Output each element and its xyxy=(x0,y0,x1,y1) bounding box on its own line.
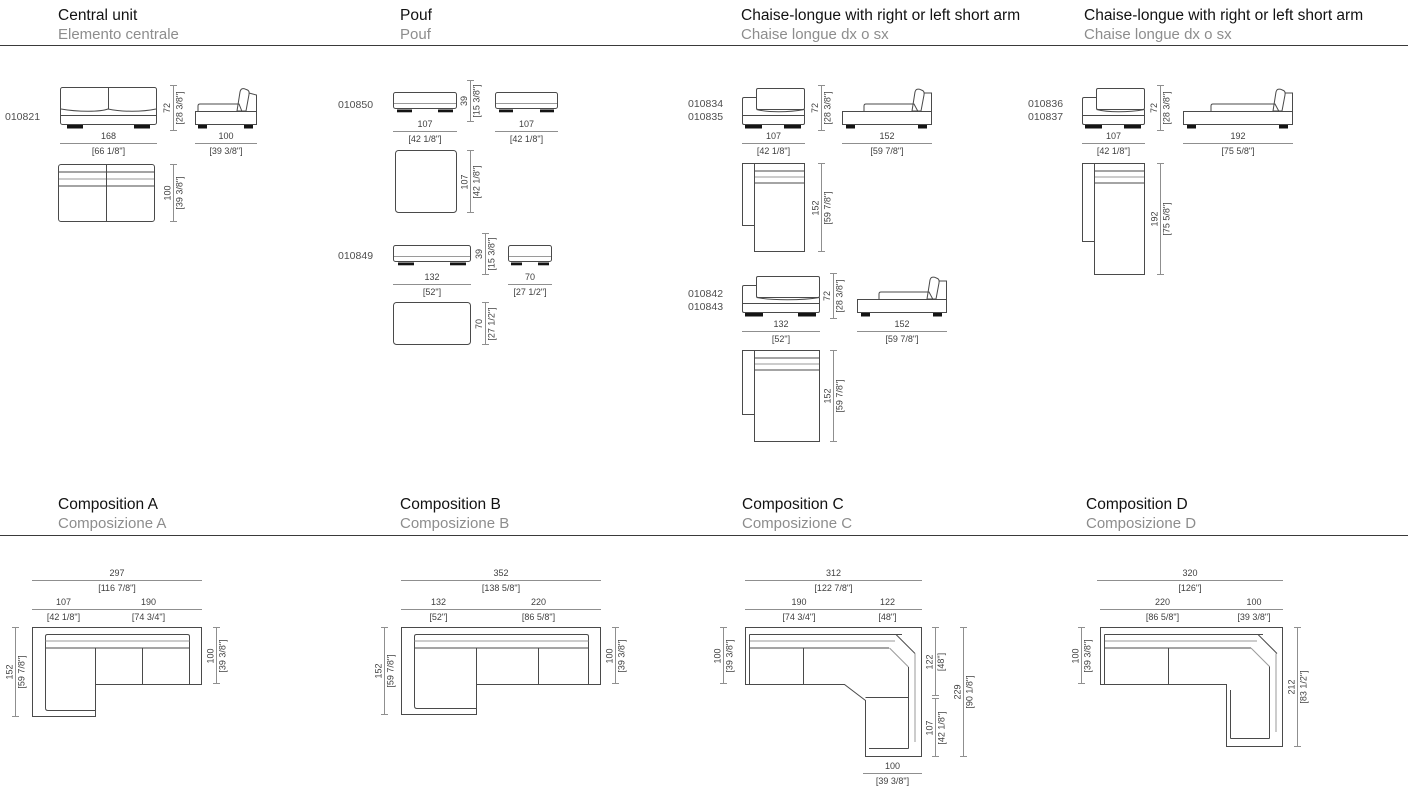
composition-a-header xyxy=(58,495,166,533)
dim-line xyxy=(508,284,552,285)
dim-inch: [39 3/8"] xyxy=(1237,612,1271,622)
chaise-b-top-view-drawing xyxy=(742,350,820,442)
header-subtitle: Composizione A xyxy=(58,515,167,532)
dim-line xyxy=(1183,143,1293,144)
product-code-010849 xyxy=(338,250,373,263)
dim-inch: [39 3/8"] xyxy=(1082,638,1093,673)
dim-cm: 107 xyxy=(1105,131,1122,141)
header-title: Composition C xyxy=(742,496,844,513)
chaise-b-front-width-dim xyxy=(742,320,820,344)
chaise-c-front-view-drawing xyxy=(1082,87,1145,131)
dim-inch: [28 3/8"] xyxy=(1161,91,1172,125)
comp-a-seg2-dim xyxy=(95,598,202,622)
comp-c-seg1-dim xyxy=(745,598,853,622)
dim-line xyxy=(32,609,95,610)
dim-cm: 192 xyxy=(1149,211,1160,227)
pouf-small-depth-dim xyxy=(474,302,497,345)
pouf-small-front-view-drawing xyxy=(393,245,471,271)
dim-inch: [39 3/8"] xyxy=(875,776,910,786)
header-subtitle: Pouf xyxy=(400,26,431,43)
dim-cm: 70 xyxy=(474,318,485,329)
dim-inch: [39 3/8"] xyxy=(616,638,627,673)
comp-a-right-depth-dim xyxy=(205,627,228,684)
chaise-a-side-view-drawing xyxy=(842,87,932,131)
composition-b-plan-drawing xyxy=(401,627,601,715)
code-line: 010843 xyxy=(688,300,724,313)
dim-inch: [39 3/8"] xyxy=(174,176,185,210)
comp-d-left-depth-dim xyxy=(1070,627,1093,684)
dim-inch: [28 3/8"] xyxy=(174,91,185,125)
dim-cm: 220 xyxy=(1154,597,1171,607)
dim-inch: [42 1/8"] xyxy=(1096,146,1131,156)
dim-line xyxy=(745,609,853,610)
dim-inch: [90 1/8"] xyxy=(964,675,975,709)
header-subtitle: Chaise longue dx o sx xyxy=(741,26,889,43)
dim-cm: 152 xyxy=(894,319,910,329)
dim-cm: 229 xyxy=(952,684,963,700)
dim-cm: 72 xyxy=(1149,102,1160,114)
pouf-small-front-width-dim xyxy=(393,273,471,297)
dim-cm: 107 xyxy=(55,597,72,607)
dim-inch: [42 1/8"] xyxy=(46,612,81,622)
dim-cm: 100 xyxy=(205,647,216,664)
dim-cm: 100 xyxy=(604,647,615,664)
comp-c-seg2-dim xyxy=(853,598,922,622)
header-subtitle: Elemento centrale xyxy=(58,26,179,43)
dim-inch: [48"] xyxy=(878,612,897,622)
dim-inch: [42 1/8"] xyxy=(756,146,791,156)
chaise-c-front-width-dim xyxy=(1082,132,1145,156)
dim-inch: [126"] xyxy=(1178,583,1202,593)
header-title: Composition A xyxy=(58,496,158,513)
composition-b-header xyxy=(400,495,509,533)
product-code-010821 xyxy=(5,111,40,124)
pouf-large-front-width-dim xyxy=(393,120,457,144)
code-line: 010821 xyxy=(5,111,41,123)
chaise-c-depth-dim xyxy=(1149,163,1172,275)
code-line: 010835 xyxy=(688,110,724,123)
dim-cm: 297 xyxy=(109,568,125,578)
dim-inch: [74 3/4"] xyxy=(782,612,816,622)
dim-line xyxy=(742,331,820,332)
header-subtitle: Composizione C xyxy=(742,515,853,532)
comp-c-right-seg1-dim xyxy=(924,627,947,696)
dim-cm: 132 xyxy=(430,597,447,607)
dim-line xyxy=(1100,609,1225,610)
central-side-width-dim xyxy=(195,132,257,156)
column-header-pouf xyxy=(400,6,432,44)
comp-d-total-width-dim xyxy=(1097,569,1283,593)
column-header-chaise-1 xyxy=(741,6,1020,44)
dim-cm: 100 xyxy=(1246,597,1262,607)
chaise-c-side-view-drawing xyxy=(1183,87,1293,131)
dim-line xyxy=(393,284,471,285)
header-title: Central unit xyxy=(58,7,138,24)
dim-line xyxy=(393,131,457,132)
comp-b-seg2-dim xyxy=(476,598,601,622)
dim-line xyxy=(842,143,932,144)
pouf-large-depth-dim xyxy=(459,150,482,213)
dim-cm: 152 xyxy=(373,663,384,679)
dim-inch: [116 7/8"] xyxy=(98,583,136,593)
comp-b-seg1-dim xyxy=(401,598,476,622)
code-line: 010842 xyxy=(688,288,724,300)
central-unit-front-view-drawing xyxy=(60,87,157,131)
pouf-small-side-width-dim xyxy=(508,273,552,297)
header-subtitle: Composizione B xyxy=(400,515,510,532)
dim-inch: [59 7/8"] xyxy=(834,379,845,413)
comp-a-left-depth-dim xyxy=(4,627,27,717)
dim-cm: 220 xyxy=(530,597,547,607)
code-line: 010836 xyxy=(1028,98,1064,110)
dim-cm: 100 xyxy=(712,647,723,664)
composition-d-header xyxy=(1086,495,1196,533)
pouf-small-side-view-drawing xyxy=(508,245,552,271)
dim-inch: [52"] xyxy=(771,334,791,344)
comp-c-total-width-dim xyxy=(745,569,922,593)
dim-cm: 352 xyxy=(493,568,509,578)
dim-cm: 72 xyxy=(810,102,821,114)
chaise-a-front-width-dim xyxy=(742,132,805,156)
composition-c-plan-drawing xyxy=(745,627,922,757)
dim-inch: [75 5/8"] xyxy=(1221,146,1255,156)
chaise-b-side-view-drawing xyxy=(857,275,947,319)
comp-a-seg1-dim xyxy=(32,598,95,622)
header-title: Composition B xyxy=(400,496,501,513)
dim-line xyxy=(32,580,202,581)
dim-cm: 107 xyxy=(459,173,470,190)
dim-inch: [75 5/8"] xyxy=(1161,202,1172,236)
comp-b-right-depth-dim xyxy=(604,627,627,684)
dim-cm: 107 xyxy=(417,119,433,129)
header-title: Chaise-longue with right or left short arm xyxy=(1084,7,1364,24)
dim-cm: 72 xyxy=(822,290,833,302)
dim-inch: [138 5/8"] xyxy=(481,583,521,593)
comp-b-left-depth-dim xyxy=(373,627,396,715)
dim-line xyxy=(495,131,558,132)
product-code-010850 xyxy=(338,99,373,112)
dim-cm: 152 xyxy=(822,388,833,404)
dim-cm: 192 xyxy=(1230,131,1246,141)
composition-a-plan-drawing xyxy=(32,627,202,717)
chaise-c-top-view-drawing xyxy=(1082,163,1145,275)
dim-cm: 107 xyxy=(765,131,782,141)
dim-cm: 132 xyxy=(424,272,440,282)
chaise-a-front-view-drawing xyxy=(742,87,805,131)
dim-cm: 132 xyxy=(773,319,789,329)
dim-line xyxy=(60,143,157,144)
header-title: Composition D xyxy=(1086,496,1188,513)
pouf-small-height-dim xyxy=(474,233,497,275)
dim-cm: 320 xyxy=(1182,568,1198,578)
dim-cm: 39 xyxy=(459,95,470,107)
dim-cm: 100 xyxy=(218,131,234,141)
dim-inch: [42 1/8"] xyxy=(936,710,947,745)
comp-c-right-total-dim xyxy=(952,627,975,757)
code-line: 010837 xyxy=(1028,110,1064,123)
product-code-010836-010837 xyxy=(1028,98,1063,123)
comp-b-total-width-dim xyxy=(401,569,601,593)
dim-cm: 72 xyxy=(162,102,173,114)
column-header-chaise-2 xyxy=(1084,6,1363,44)
dim-line xyxy=(1097,580,1283,581)
dim-cm: 168 xyxy=(100,131,117,141)
dim-inch: [52"] xyxy=(422,287,442,297)
dim-cm: 100 xyxy=(884,761,901,771)
central-depth-dim xyxy=(162,164,185,222)
chaise-a-depth-dim xyxy=(810,163,833,252)
dim-cm: 152 xyxy=(879,131,895,141)
dim-inch: [15 3/8"] xyxy=(486,237,497,271)
section-divider-line xyxy=(0,535,1408,536)
dim-cm: 122 xyxy=(879,597,896,607)
header-subtitle: Composizione D xyxy=(1086,515,1197,532)
pouf-large-side-view-drawing xyxy=(495,92,558,118)
dim-cm: 107 xyxy=(518,119,535,129)
dim-inch: [66 1/8"] xyxy=(91,146,126,156)
chaise-b-height-dim xyxy=(822,273,845,319)
dim-inch: [42 1/8"] xyxy=(471,164,482,199)
dim-line xyxy=(857,331,947,332)
dim-cm: 152 xyxy=(810,199,821,216)
product-code-010834-010835 xyxy=(688,98,723,123)
dim-inch: [48"] xyxy=(936,652,947,671)
dim-line xyxy=(95,609,202,610)
dim-line xyxy=(1082,143,1145,144)
central-unit-side-view-drawing xyxy=(195,87,257,131)
chaise-a-side-width-dim xyxy=(842,132,932,156)
header-title: Chaise-longue with right or left short arm xyxy=(741,7,1021,24)
dim-line xyxy=(745,580,922,581)
dim-inch: [59 7/8"] xyxy=(16,655,27,689)
dim-cm: 152 xyxy=(4,664,15,680)
dim-cm: 100 xyxy=(1070,647,1081,664)
code-line: 010850 xyxy=(338,99,374,111)
dim-cm: 39 xyxy=(474,248,485,260)
dim-cm: 212 xyxy=(1286,679,1297,695)
dim-inch: [59 7/8"] xyxy=(822,190,833,225)
pouf-large-height-dim xyxy=(459,80,482,122)
dim-inch: [27 1/2"] xyxy=(486,306,497,341)
composition-c-header xyxy=(742,495,852,533)
dim-inch: [39 3/8"] xyxy=(217,638,228,673)
chaise-a-top-view-drawing xyxy=(742,163,805,252)
dim-inch: [42 1/8"] xyxy=(509,134,544,144)
dim-line xyxy=(742,143,805,144)
column-header-central-unit xyxy=(58,6,179,44)
chaise-b-side-width-dim xyxy=(857,320,947,344)
comp-d-seg1-dim xyxy=(1100,598,1225,622)
composition-d-plan-drawing xyxy=(1100,627,1283,747)
central-height-dim xyxy=(162,85,185,131)
dim-inch: [86 5/8"] xyxy=(521,612,556,622)
header-subtitle: Chaise longue dx o sx xyxy=(1084,26,1232,43)
dim-line xyxy=(853,609,922,610)
dim-inch: [27 1/2"] xyxy=(513,287,547,297)
dim-inch: [39 3/8"] xyxy=(724,638,735,673)
chaise-a-height-dim xyxy=(810,85,833,131)
dim-line xyxy=(195,143,257,144)
code-line: 010834 xyxy=(688,98,724,110)
dim-inch: [122 7/8"] xyxy=(814,583,853,593)
dim-cm: 122 xyxy=(924,653,935,670)
header-divider-line xyxy=(0,45,1408,46)
header-title: Pouf xyxy=(400,7,432,24)
central-front-width-dim xyxy=(60,132,157,156)
dim-inch: [42 1/8"] xyxy=(408,134,442,144)
pouf-large-side-width-dim xyxy=(495,120,558,144)
dim-inch: [59 7/8"] xyxy=(385,654,396,688)
dim-inch: [39 3/8"] xyxy=(209,146,243,156)
dim-line xyxy=(863,773,922,774)
pouf-small-top-view-drawing xyxy=(393,302,471,345)
chaise-c-height-dim xyxy=(1149,85,1172,131)
comp-d-right-depth-dim xyxy=(1286,627,1309,747)
chaise-b-depth-dim xyxy=(822,350,845,442)
comp-c-left-depth-dim xyxy=(712,627,735,684)
dim-inch: [15 3/8"] xyxy=(471,84,482,118)
dim-inch: [83 1/2"] xyxy=(1298,670,1309,704)
dim-cm: 190 xyxy=(791,597,807,607)
dim-cm: 107 xyxy=(924,719,935,736)
chaise-c-side-width-dim xyxy=(1183,132,1293,156)
dim-cm: 312 xyxy=(825,568,842,578)
comp-d-seg2-dim xyxy=(1225,598,1283,622)
dim-line xyxy=(1225,609,1283,610)
dim-inch: [59 7/8"] xyxy=(870,146,904,156)
dim-inch: [52"] xyxy=(429,612,448,622)
comp-c-right-seg2-dim xyxy=(924,698,947,757)
dim-cm: 190 xyxy=(140,597,157,607)
dim-inch: [28 3/8"] xyxy=(834,279,845,313)
comp-c-bottom-width-dim xyxy=(863,762,922,786)
dim-line xyxy=(401,609,476,610)
dim-inch: [74 3/4"] xyxy=(131,612,166,622)
comp-a-total-width-dim xyxy=(32,569,202,593)
dim-line xyxy=(401,580,601,581)
pouf-large-top-view-drawing xyxy=(395,150,457,213)
dim-line xyxy=(476,609,601,610)
dim-inch: [86 5/8"] xyxy=(1145,612,1180,622)
dim-cm: 70 xyxy=(524,272,535,282)
dim-cm: 100 xyxy=(162,185,173,201)
dim-inch: [28 3/8"] xyxy=(822,91,833,125)
pouf-large-front-view-drawing xyxy=(393,92,457,118)
chaise-b-front-view-drawing xyxy=(742,275,820,319)
central-unit-top-view-drawing xyxy=(58,164,155,222)
dim-inch: [59 7/8"] xyxy=(885,334,919,344)
code-line: 010849 xyxy=(338,250,374,262)
product-code-010842-010843 xyxy=(688,288,723,313)
